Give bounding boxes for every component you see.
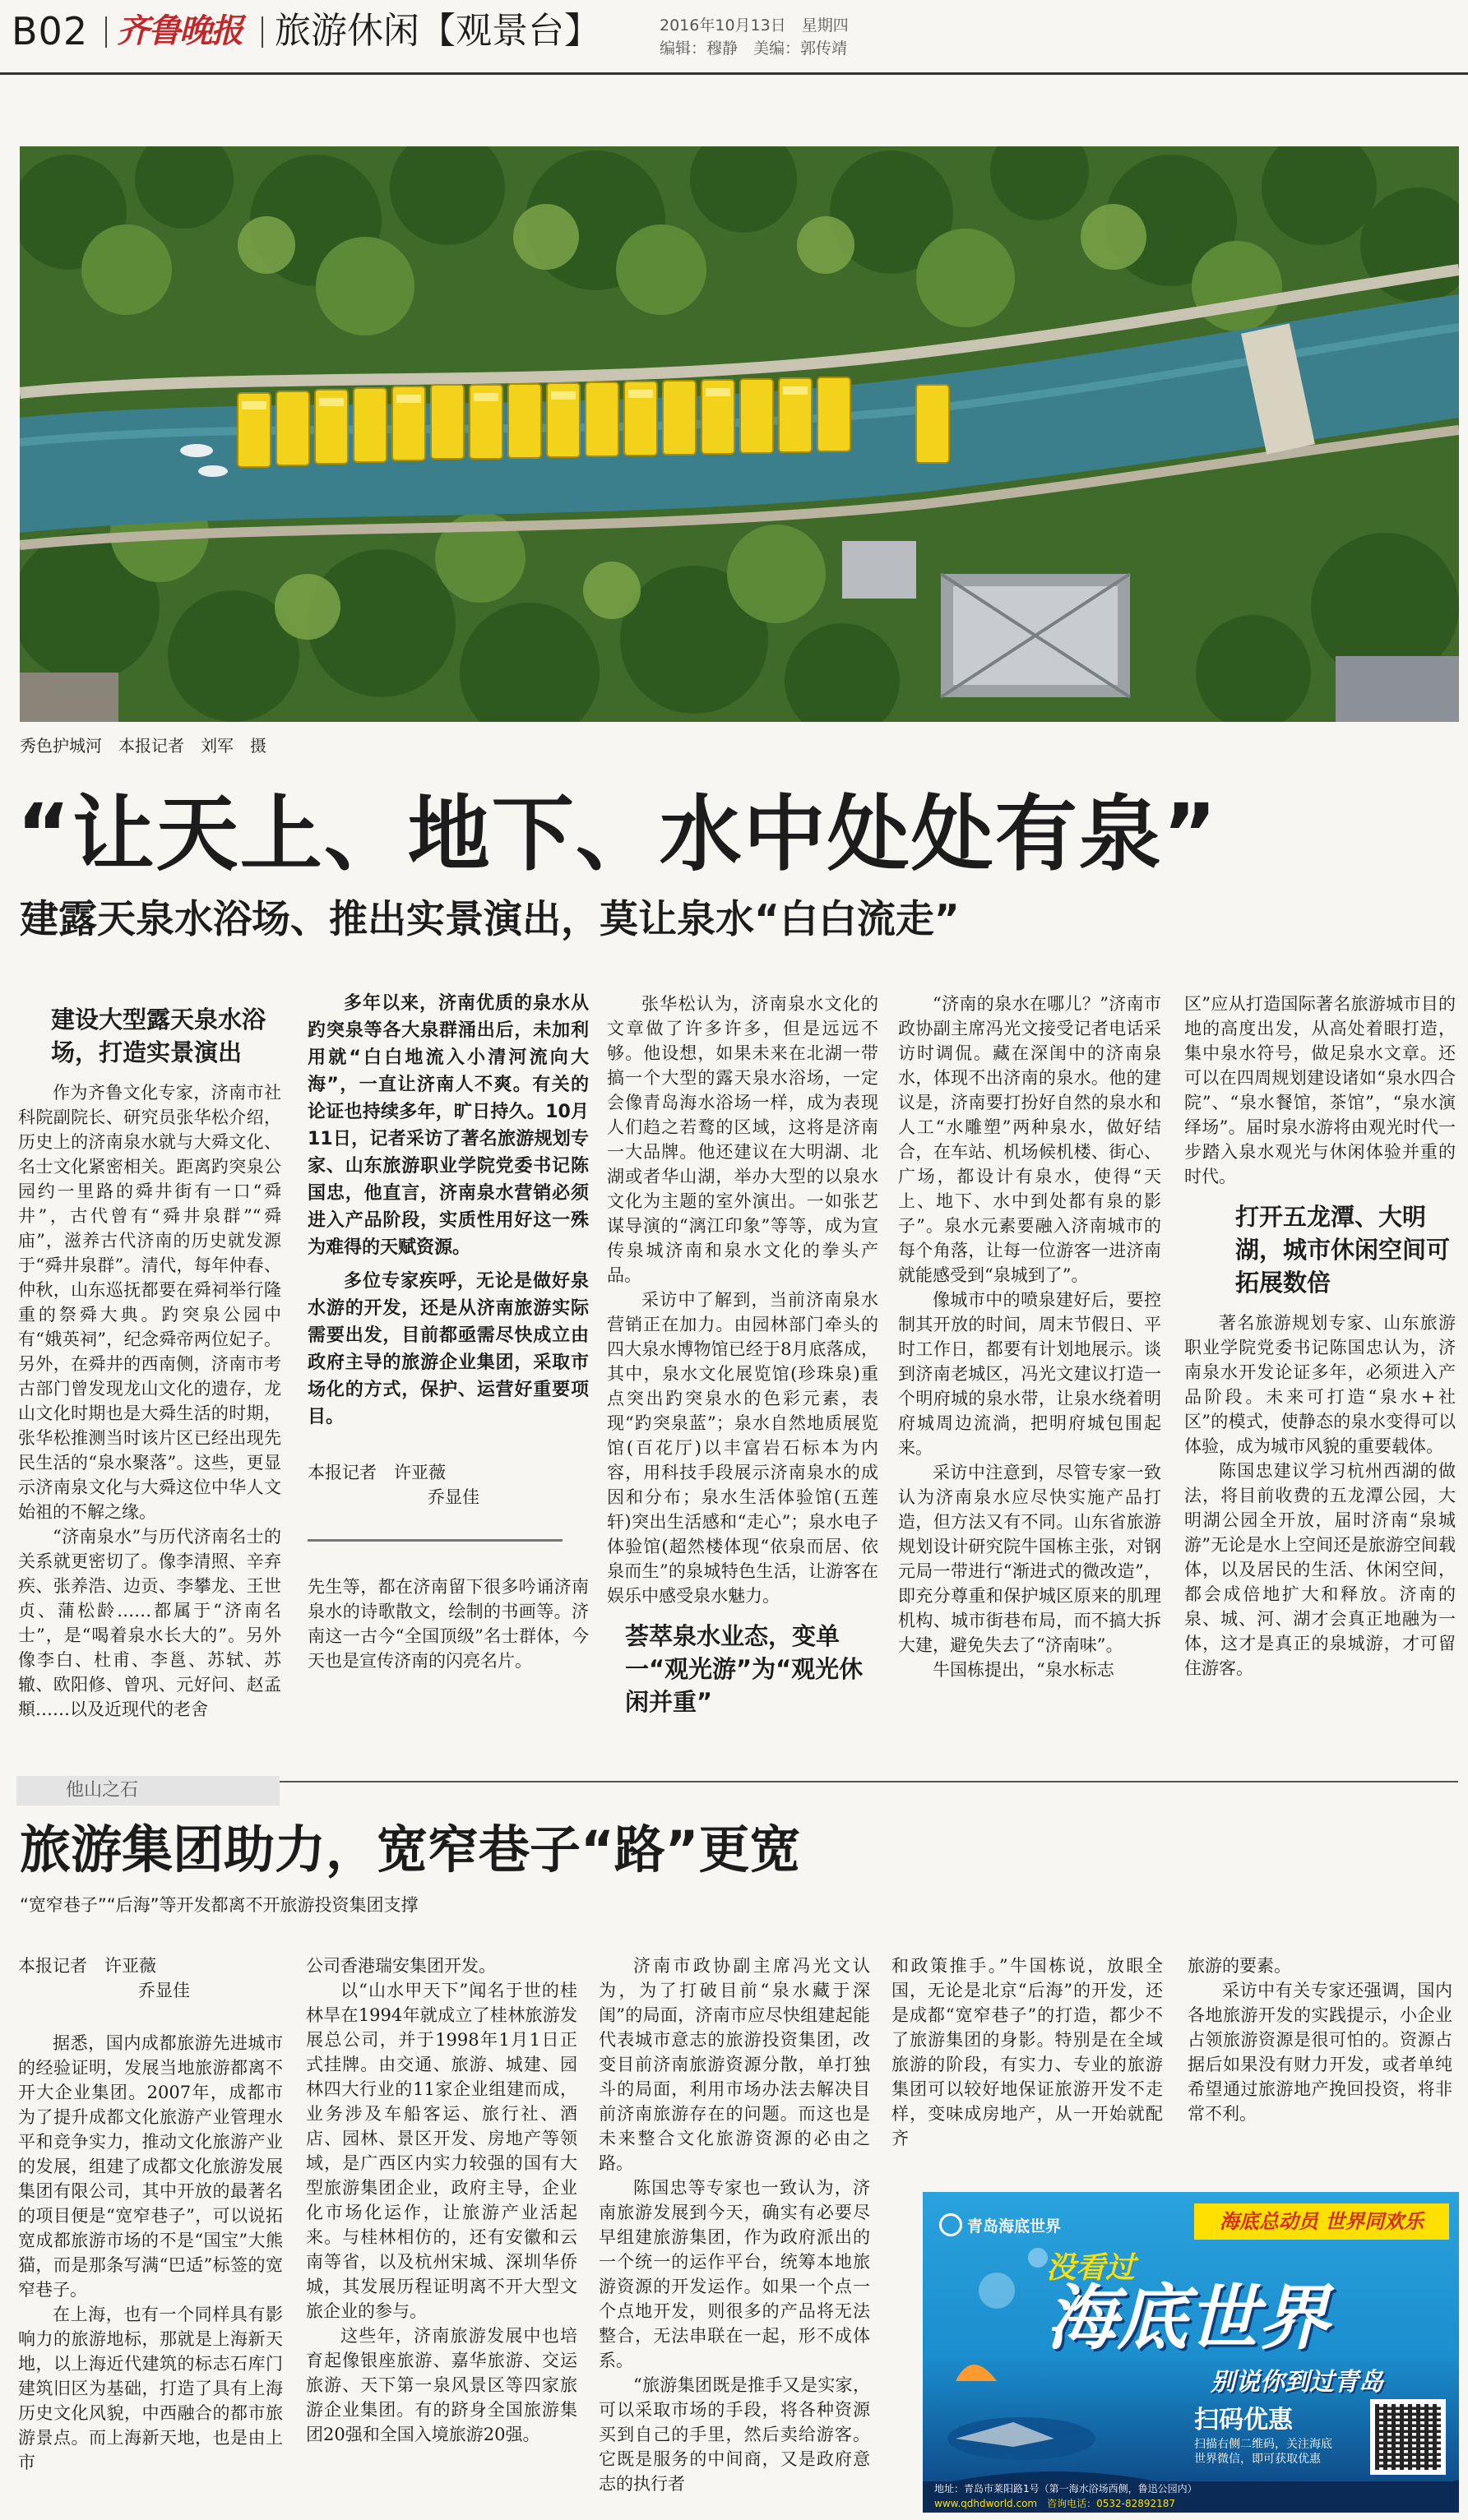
ad-logo-icon <box>939 2213 962 2236</box>
editors-credit: 编辑：穆静 美编：郭传靖 <box>660 39 848 58</box>
main-col2-para-1: 先生等，都在济南留下很多吟诵济南泉水的诗歌散文，绘制的书画等。济南这一古今“全国顶级”名士群体，今天也是宣传济南的闪亮名片。 <box>308 1577 589 1671</box>
second-col2-para-2: 以“山水甲天下”闻名于世的桂林旱在1994年就成立了桂林旅游发展总公司，并于1998年1月1日正式挂牌。由交通、旅游、城建、园林四大行业的11家企业组建而成，业务涉及车船客运、旅行社、酒店、园林、景区开发、房地产等领域，是广西区内实力较强的国有大型旅游集团企业，政府主导，企业化市场化运作，让旅游产业活起来。与桂林相仿的，还有安徽和云南等省，以及杭州宋城、深圳华侨城，其发展历程证明离不开大型文旅企业的参与。 <box>306 1981 577 2321</box>
second-col-1 <box>18 1954 283 2513</box>
masthead-rule <box>0 72 1468 75</box>
second-byline-1: 本报记者 许亚薇 <box>18 1956 156 1976</box>
second-col1-para-2: 在上海，也有一个同样具有影响力的旅游地标，那就是上海新天地，以上海近代建筑的标志石库门建筑旧区为基础，打造了具有上海历史文化风貌，中西融合的都市旅游景点。而上海新天地，也是由上市 <box>18 2305 283 2472</box>
ad-scan-note: 扫描右侧二维码，关注海底世界微信，即可获取优惠 <box>1194 2438 1332 2466</box>
second-col5-para-2: 采访中有关专家还强调，国内各地旅游开发的实践提示，小企业占领旅游资源是很可怕的。资源占据后如果没有财力开发，或者单纯希望通过旅游地产挽回投资，将非常不利。 <box>1188 1981 1452 2124</box>
ad-line-2: 别说你到过青岛 <box>1211 2368 1383 2397</box>
ad-scan-area[interactable] <box>1194 2399 1449 2478</box>
main-col5-para-3: 陈国忠建议学习杭州西湖的做法，将目前收费的五龙潭公园，大明湖公园全开放，届时济南“泉城游”无论是水上空间还是旅游空间载体，以及居民的生活、休闲空间，都会成倍地扩大和释放。济南的泉、城、河、湖才会真正地融为一体，这才是真正的泉城游，才可留住游客。 <box>1184 1461 1456 1678</box>
main-col4-para-4: 牛国栋提出，“泉水标志 <box>933 1660 1114 1680</box>
ad-scan-title: 扫码优惠 <box>1194 2406 1293 2434</box>
issue-date: 2016年10月13日 星期四 <box>660 16 849 35</box>
ad-address: 地址：青岛市莱阳路1号（第一海水浴场西侧，鲁迅公园内） <box>934 2483 1197 2495</box>
second-col1-para-1: 据悉，国内成都旅游先进城市的经验证明，发展当地旅游都离不开大企业集团。2007年，成都市为了提升成都文化旅游产业管理水平和竞争实力，推动文化旅游产业的发展，组建了成都文化旅游发展集团有限公司，其中开放的最著名的项目便是“宽窄巷子”，可以说拓宽成都旅游市场的不是“国宝”大熊猫，而是那条写满“巴适”标签的宽窄巷子。 <box>18 2033 283 2300</box>
second-col2-para-3: 这些年，济南旅游发展中也培育起像银座旅游、嘉华旅游、交运旅游、天下第一泉风景区等四家旅游企业集团。有的跻身全国旅游集团20强和全国入境旅游20强。 <box>306 2326 577 2444</box>
aquarium-ad[interactable] <box>923 2192 1459 2513</box>
ad-logo-text: 青岛海底世界 <box>967 2217 1062 2236</box>
main-col1-subhead: 建设大型露天泉水浴场，打造实景演出 <box>51 1006 266 1066</box>
lead-photo <box>20 146 1459 722</box>
ad-slogan-banner: 海底总动员 世界同欢乐 <box>1194 2203 1449 2240</box>
main-col1-para-2: “济南泉水”与历代济南名士的关系就更密切了。像李清照、辛弃疾、张养浩、边贡、李攀龙、王世贞、蒲松龄……都属于“济南名士”，是“喝着泉水长大的”。另外像李白、杜甫、李邕、苏轼、苏辙、欧阳修、曾巩、元好问、赵孟頫……以及近现代的老舍 <box>18 1527 281 1719</box>
second-col-2 <box>306 1954 577 2513</box>
masthead-divider <box>105 16 107 48</box>
main-col1-para-1: 作为齐鲁文化专家，济南市社科院副院长、研究员张华松介绍，历史上的济南泉水就与大舜文化、名士文化紧密相关。距离趵突泉公园约一里路的舜井街有一口“舜井”，古代曾有“舜井泉群”“舜庙”，滋养古代济南的历史就发源于“舜井泉群”。清代，每年仲春、仲秋，山东巡抚都要在舜祠举行隆重的祭舜大典。趵突泉公园中有“娥英祠”，纪念舜帝两位妃子。另外，在舜井的西南侧，济南市考古部门曾发现龙山文化的遗存，龙山文化时期也是大舜生活的时期，张华松推测当时该片区已经出现先民生活的“泉水聚落”。这些，更显示济南泉文化与大舜这位中华人文始祖的不解之缘。 <box>18 1083 281 1522</box>
main-col-2 <box>308 990 589 1771</box>
ad-line-1: 没看过 <box>1046 2251 1136 2285</box>
main-col-3 <box>607 992 878 1773</box>
summary-byline-2: 乔显佳 <box>428 1487 479 1507</box>
second-byline-2: 乔显佳 <box>138 1981 190 2000</box>
ad-website: www.qdhdworld.com 咨询电话：0532-82892187 <box>934 2498 1176 2509</box>
summary-divider <box>308 1539 563 1542</box>
second-col-4 <box>891 1954 1163 2167</box>
main-col3-subhead: 荟萃泉水业态，变单一“观光游”为“观光休闲并重” <box>625 1622 864 1716</box>
second-col3-para-1: 济南市政协副主席冯光文认为，为了打破目前“泉水藏于深闺”的局面，济南市应尽快组建起能代表城市意志的旅游投资集团，改变目前济南旅游资源分散，单打独斗的局面，利用市场办法去解决目前济南旅游存在的问题。而这也是未来整合文化旅游资源的必由之路。 <box>599 1956 870 2173</box>
second-col-5 <box>1188 1954 1452 2167</box>
kicker-label: 他山之石 <box>66 1780 139 1801</box>
aerial-moat-photo <box>20 146 1459 722</box>
main-col-1 <box>18 1003 281 1776</box>
main-subheadline: 建露天泉水浴场、推出实景演出，莫让泉水“白白流走” <box>20 897 960 942</box>
main-col5-para-2: 著名旅游规划专家、山东旅游职业学院党委书记陈国忠认为，济南泉水开发论证多年，必须进入产品阶段。未来可打造“泉水+社区”的模式，使静态的泉水变得可以体验，成为城市风貌的重要载体。 <box>1184 1313 1456 1456</box>
ad-footer <box>923 2481 1459 2513</box>
qr-code-icon[interactable] <box>1370 2399 1446 2475</box>
main-col5-para-1: 区”应从打造国际著名旅游城市目的地的高度出发，从高处着眼打造，集中泉水符号，做足泉水文章。还可以在四周规划建设诸如“泉水四合院”、“泉水餐馆，茶馆”，“泉水演绎场”。届时泉水游将由观光时代一步踏入泉水观光与休闲体验并重的时代。 <box>1184 994 1456 1186</box>
summary-para-2: 多位专家疾呼，无论是做好泉水游的开发，还是从济南旅游实际需要出发，目前都亟需尽快成立由政府主导的旅游企业集团，采取市场化的方式，保护、运营好重要项目。 <box>308 1271 589 1427</box>
photo-caption: 秀色护城河 本报记者 刘军 摄 <box>20 736 266 756</box>
second-col3-para-2: 陈国忠等专家也一致认为，济南旅游发展到今天，确实有必要尽早组建旅游集团，作为政府派出的一个统一的运作平台，统筹本地旅游资源的开发运作。如果一个点一个点地开发，则很多的产品将无法整合，无法串联在一起，形不成体系。 <box>599 2178 870 2370</box>
kicker-box <box>16 1776 280 1806</box>
main-col4-para-1: “济南的泉水在哪儿？”济南市政协副主席冯光文接受记者电话采访时调侃。藏在深闺中的济南泉水，体现不出济南的泉水。他的建议是，济南要打扮好自然的泉水和人工“水雕塑”两种泉水，做好结合，在车站、机场候机楼、街心、广场，都设计有泉水，使得“天上、地下、水中到处都有泉的影子”。泉水元素要融入济南城市的每个角落，让每一位游客一进济南就能感受到“泉城到了”。 <box>898 994 1161 1285</box>
main-col3-para-1: 张华松认为，济南泉水文化的文章做了许多许多，但是远远不够。他设想，如果未来在北湖一带搞一个大型的露天泉水浴场，一定会像青岛海水浴场一样，成为表现人们趋之若鹜的区域，这将是济南一大品牌。他还建议在大明湖、北湖或者华山湖，举办大型的以泉水文化为主题的室外演出。一如张艺谋导演的“漓江印象”等等，成为宣传泉城济南和泉水文化的拳头产品。 <box>607 994 878 1285</box>
section-title: 旅游休闲【观景台】 <box>275 10 600 52</box>
second-col-3 <box>599 1954 870 2513</box>
second-col2-para-1: 公司香港瑞安集团开发。 <box>306 1956 496 1976</box>
second-col3-para-3: “旅游集团既是推手又是实家，可以采取市场的手段，将各种资源买到自己的手里，然后卖给游客。它既是服务的中间商，又是政府意志的执行者 <box>599 2375 870 2494</box>
second-headline: 旅游集团助力，宽窄巷子“路”更宽 <box>20 1819 801 1880</box>
main-col-4 <box>898 992 1161 1773</box>
main-col3-para-2: 采访中了解到，当前济南泉水营销正在加力。由园林部门牵头的四大泉水博物馆已经于8月底落成，其中，泉水文化展览馆(珍珠泉)重点突出趵突泉水的色彩元素，表现“趵突泉蓝”；泉水自然地质展览馆(百花厅)以丰富岩石标本为内容，用科技手段展示济南泉水的成因和分布；泉水生活体验馆(五莲轩)突出生活感和“走心”；泉水电子体验馆(超然楼体现“依泉而居、依泉而生”的泉城特色生活，让游客在娱乐中感受泉水魅力。 <box>607 1290 878 1606</box>
ad-big-title: 海底世界 <box>1046 2277 1329 2360</box>
second-col5-para-1: 旅游的要素。 <box>1188 1956 1291 1976</box>
paper-logo: 齐鲁晚报 <box>117 12 242 50</box>
second-col4-para-1: 和政策推手。”牛国栋说，放眼全国，无论是北京“后海”的开发，还是成都“宽窄巷子”的打造，都少不了旅游集团的身影。特别是在全域旅游的阶段，有实力、专业的旅游集团可以较好地保证旅游开发不走样，变味成房地产，从一开始就配齐 <box>891 1956 1163 2148</box>
main-col4-para-2: 像城市中的喷泉建好后，要控制其开放的时间，周末节假日、平时工作日，都要有计划地展示。谈到济南老城区，冯光文建议打造一个明府城的泉水带，让泉水绕着明府城周边流淌，把明府城包围起来。 <box>898 1290 1161 1458</box>
ad-logo <box>939 2210 1061 2240</box>
main-headline: “让天上、地下、水中处处有泉” <box>16 786 1219 882</box>
main-col5-subhead: 打开五龙潭、大明湖，城市休闲空间可拓展数倍 <box>1235 1203 1451 1297</box>
summary-para-1: 多年以来，济南优质的泉水从趵突泉等各大泉群涌出后，未加利用就“白白地流入小清河流向大海”，一直让济南人不爽。有关的论证也持续多年，旷日持久。10月11日，记者采访了著名旅游规划专家、山东旅游职业学院党委书记陈国忠，他直言，济南泉水营销必须进入产品阶段，实质性用好这一殊为难得的天赋资源。 <box>308 993 589 1258</box>
main-col-5 <box>1184 992 1456 1773</box>
second-subheadline: “宽窄巷子”“后海”等开发都离不开旅游投资集团支撑 <box>20 1895 419 1915</box>
summary-byline-1: 本报记者 许亚薇 <box>308 1463 446 1482</box>
page-number: B02 <box>12 9 89 53</box>
main-col4-para-3: 采访中注意到，尽管专家一致认为济南泉水应尽快实施产品打造，但方法又有不同。山东省旅游规划设计研究院牛国栋主张，对钢元局一带进行“渐进式的微改造”，即充分尊重和保护城区原来的肌理机构、城市街巷布局，而不搞大拆大建，避免失去了“济南味”。 <box>898 1463 1161 1655</box>
masthead-divider-2 <box>262 16 263 48</box>
